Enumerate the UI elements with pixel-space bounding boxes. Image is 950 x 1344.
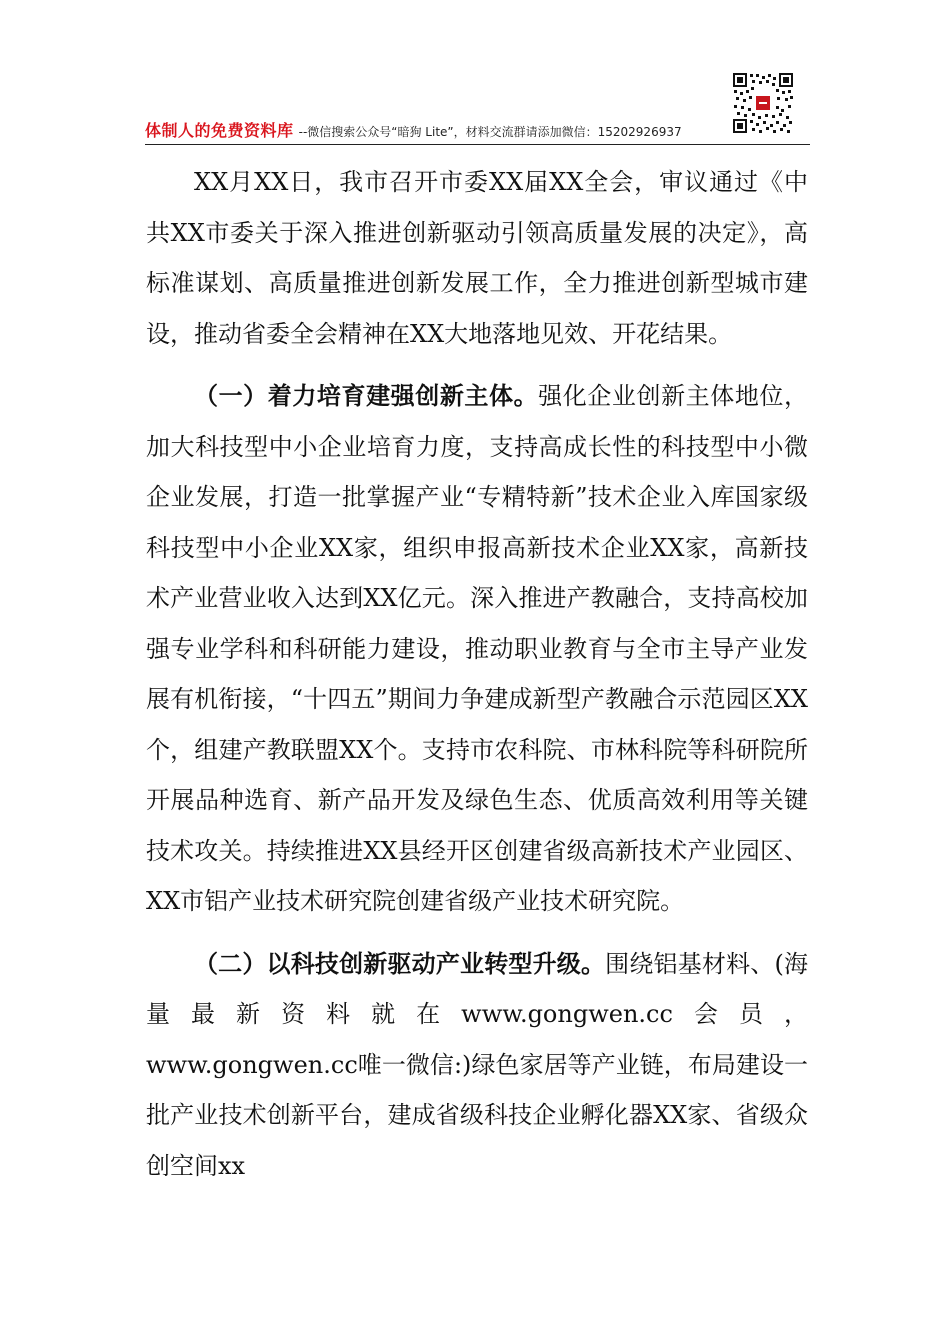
header-divider	[145, 144, 810, 145]
paragraph-intro	[146, 157, 808, 359]
section-1-heading: （一）着力培育建强创新主体。	[194, 381, 539, 410]
paragraph-section-1	[146, 371, 808, 927]
document-body	[146, 157, 808, 1191]
document-header	[145, 118, 810, 144]
section-2-heading: （二）以科技创新驱动产业转型升级。	[194, 948, 606, 978]
section-1-text: 强化企业创新主体地位，加大科技型中小企业培育力度，支持高成长性的科技型中小微企业发展，打造一批掌握产业“专精特新”技术企业入库国家级科技型中小企业XX家，组织申报高新技术企业XX家，高新技术产业营业收入达到XX亿元。深入推进产教融合，支持高校加强专业学科和科研能力建设，推动职业教育与全市主导产业发展有机衔接，“十四五”期间力争建成新型产教融合示范园区XX个，组建产教联盟XX个。支持市农科院、市林科院等科研院所开展品种选育、新产品开发及绿色生态、优质高效利用等关键技术攻关。持续推进XX县经开区创建省级高新技术产业园区、XX市铝产业技术研究院创建省级产业技术研究院。	[146, 382, 809, 915]
paragraph-intro-text: XX月XX日，我市召开市委XX届XX全会，审议通过《中共XX市委关于深入推进创新驱动引领高质量发展的决定》，高标准谋划、高质量推进创新发展工作，全力推进创新型城市建设，推动省委全会精神在XX大地落地见效、开花结果。	[146, 168, 808, 348]
section-2-text: 围绕铝基材料、(海量最新资料就在www.gongwen.cc会员，www.gongwen.cc唯一微信:)绿色家居等产业链，布局建设一批产业技术创新平台，建成省级科技企业孵化器XX家、省级众创空间xx	[146, 949, 808, 1180]
qr-code-icon	[732, 72, 794, 134]
header-brand: 体制人的免费资料库	[145, 121, 294, 140]
paragraph-section-2	[146, 939, 808, 1192]
header-tagline: --微信搜索公众号“暗狗 Lite”，材料交流群请添加微信：15202926937	[298, 125, 682, 139]
